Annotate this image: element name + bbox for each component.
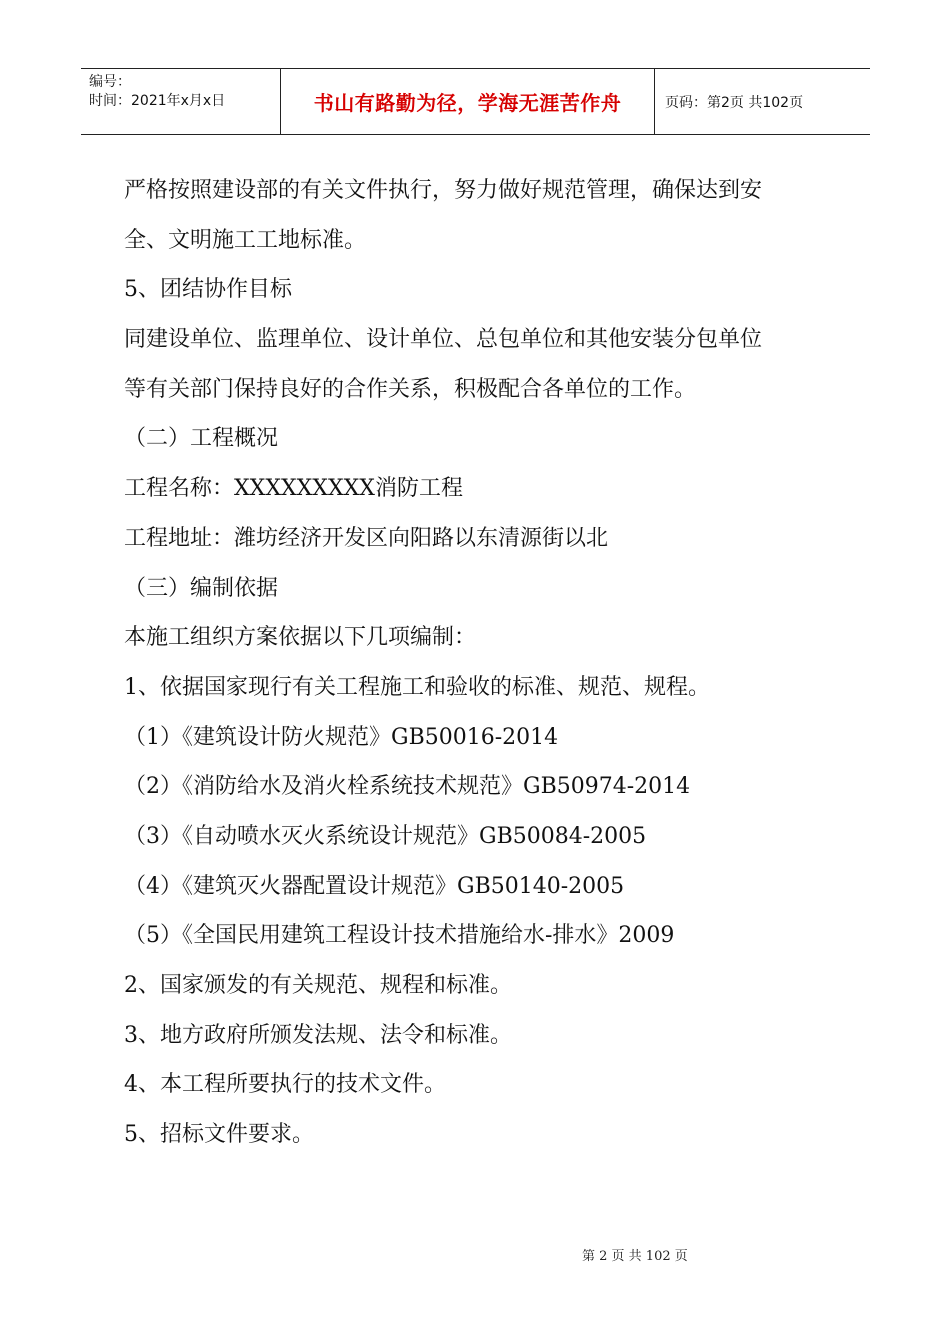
section-heading: （三）编制依据	[124, 575, 279, 601]
list-item: 2、国家颁发的有关规范、规程和标准。	[124, 973, 512, 998]
header-page-info: 页码：第2页 共102页	[665, 94, 804, 111]
project-name: 工程名称：XXXXXXXXX消防工程	[124, 476, 463, 502]
standard-item: （3）《自动喷水灭火系统设计规范》GB50084-2005	[124, 823, 647, 849]
document-body	[124, 166, 844, 1160]
section-heading: 5、团结协作目标	[124, 277, 292, 303]
body-line: 等有关部门保持良好的合作关系，积极配合各单位的工作。	[124, 376, 697, 402]
body-line: 全、文明施工工地标准。	[124, 227, 367, 253]
standard-item: （4）《建筑灭火器配置设计规范》GB50140-2005	[124, 873, 625, 899]
header-meta	[81, 69, 281, 134]
project-address: 工程地址：潍坊经济开发区向阳路以东清源街以北	[124, 525, 609, 551]
list-item: 5、招标文件要求。	[124, 1122, 314, 1148]
body-line: 同建设单位、监理单位、设计单位、总包单位和其他安装分包单位	[124, 327, 763, 353]
section-heading: （二）工程概况	[124, 426, 279, 452]
list-item: 3、地方政府所颁发法规、法令和标准。	[124, 1022, 512, 1048]
standard-item: （2）《消防给水及消火栓系统技术规范》GB50974-2014	[124, 774, 691, 800]
list-item: 4、本工程所要执行的技术文件。	[124, 1072, 446, 1098]
standard-item: （5）《全国民用建筑工程设计技术措施给水-排水》2009	[124, 923, 675, 949]
page-footer: 第 2 页 共 102 页	[582, 1249, 688, 1264]
standard-item: （1）《建筑设计防火规范》GB50016-2014	[124, 724, 559, 750]
document-number-label: 编号：	[89, 74, 131, 90]
list-item: 1、依据国家现行有关工程施工和验收的标准、规范、规程。	[124, 674, 710, 700]
body-line: 严格按照建设部的有关文件执行，努力做好规范管理，确保达到安	[124, 178, 763, 203]
page-header	[81, 68, 870, 135]
header-motto: 书山有路勤为径，学海无涯苦作舟	[281, 69, 655, 134]
body-line: 本施工组织方案依据以下几项编制：	[124, 625, 477, 651]
document-date: 时间：2021年x月x日	[89, 93, 226, 109]
